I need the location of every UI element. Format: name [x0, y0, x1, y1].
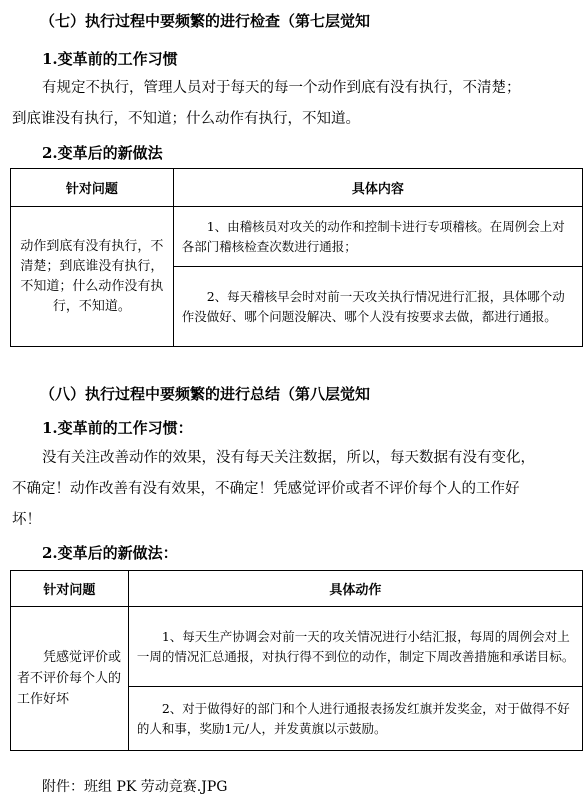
section7-item-2: 2、每天稽核早会时对前一天攻关执行情况进行汇报，具体哪个动作没做好、哪个问题没解决、哪个人没有按要求去做，都进行通报。 — [173, 267, 582, 347]
section8-before-line2: 不确定！动作改善有没有效果，不确定！凭感觉评价或者不评价每个人的工作好 — [12, 481, 520, 497]
section8-before-line3: 坏！ — [12, 512, 41, 528]
section8-title: （八）执行过程中要频繁的进行总结（第八层觉知 — [40, 385, 371, 403]
section8-table — [10, 570, 583, 751]
section8-item-2: 2、对于做得好的部门和个人进行通报表扬发红旗并发奖金，对于做得不好的人和事，奖励1元/人，并发黄旗以示鼓励。 — [128, 687, 582, 751]
section7-before-heading: 1.变革前的工作习惯 — [42, 50, 178, 68]
section7-col1-header: 针对问题 — [11, 169, 174, 207]
section8-before-heading: 1.变革前的工作习惯： — [42, 419, 193, 437]
section8-col1-header: 针对问题 — [11, 571, 129, 607]
section8-col2-header: 具体动作 — [128, 571, 582, 607]
section7-before-line2: 到底谁没有执行，不知道；什么动作有执行，不知道。 — [12, 111, 360, 127]
section7-before-line1: 有规定不执行，管理人员对于每天的每一个动作到底有没有执行，不清楚； — [42, 80, 521, 96]
section8-item-1: 1、每天生产协调会对前一天的攻关情况进行小结汇报，每周的周例会对上一周的情况汇总通报，对执行得不到位的动作，制定下周改善措施和承诺目标。 — [128, 607, 582, 687]
attachment-link[interactable]: 附件：班组 PK 劳动竞赛.JPG — [42, 779, 228, 795]
section7-after-heading: 2.变革后的新做法 — [42, 144, 163, 162]
section8-problem: 凭感觉评价或者不评价每个人的工作好坏 — [11, 607, 129, 751]
section7-col2-header: 具体内容 — [173, 169, 582, 207]
section7-item-1: 1、由稽核员对攻关的动作和控制卡进行专项稽核。在周例会上对各部门稽核检查次数进行通报； — [173, 207, 582, 267]
section7-title: （七）执行过程中要频繁的进行检查（第七层觉知 — [40, 12, 371, 30]
section8-after-heading: 2.变革后的新做法： — [42, 544, 178, 562]
section7-table — [10, 168, 583, 347]
section8-before-line1: 没有关注改善动作的效果，没有每天关注数据，所以，每天数据有没有变化， — [42, 450, 535, 466]
section7-problem: 动作到底有没有执行，不清楚；到底谁没有执行，不知道；什么动作没有执行，不知道。 — [11, 207, 174, 347]
